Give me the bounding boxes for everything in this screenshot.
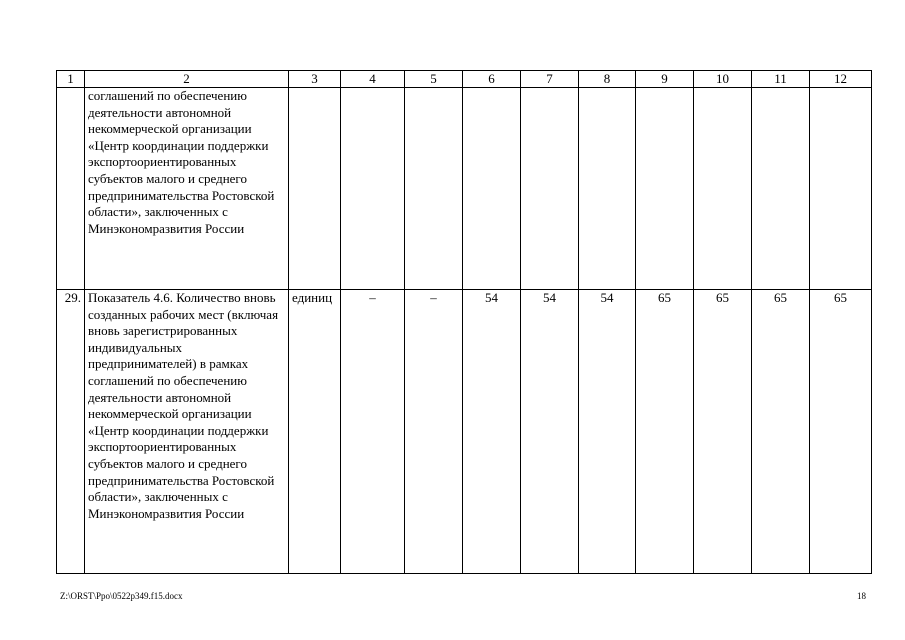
row-number: 29. [57,290,85,574]
value-cell: 65 [636,290,694,574]
header-col-6: 6 [463,71,521,88]
value-cell [341,88,405,290]
header-col-10: 10 [694,71,752,88]
indicator-text: Показатель 4.6. Количество вновь созданных рабочих мест (включая вновь зарегистрированных индивидуальных предпринимателей) в рамках соглашений по обеспечению деятельности автономной некоммерческой организации «Центр координации поддержки экспортоориентированных субъектов малого и среднего предпринимательства Ростовской области», заключенных с Минэкономразвития России [85,290,289,574]
header-row [57,71,872,88]
unit-cell [289,88,341,290]
table-row [57,88,872,290]
value-cell: – [405,290,463,574]
value-cell [463,88,521,290]
unit-cell: единиц [289,290,341,574]
header-col-5: 5 [405,71,463,88]
value-cell: 54 [579,290,636,574]
value-cell [405,88,463,290]
value-cell: 65 [694,290,752,574]
value-cell: 54 [463,290,521,574]
value-cell: 54 [521,290,579,574]
row-number [57,88,85,290]
header-col-11: 11 [752,71,810,88]
value-cell: – [341,290,405,574]
value-cell: 65 [752,290,810,574]
value-cell [810,88,872,290]
header-col-9: 9 [636,71,694,88]
value-cell [579,88,636,290]
footer-file-path: Z:\ORST\Ppo\0522p349.f15.docx [60,591,183,601]
indicator-text: соглашений по обеспечению деятельности автономной некоммерческой организации «Центр координации поддержки экспортоориентированных субъектов малого и среднего предпринимательства Ростовской области», заключенных с Минэкономразвития России [85,88,289,290]
header-col-1: 1 [57,71,85,88]
header-col-12: 12 [810,71,872,88]
table-header [57,71,872,88]
value-cell [752,88,810,290]
header-col-7: 7 [521,71,579,88]
value-cell [636,88,694,290]
value-cell [521,88,579,290]
header-col-8: 8 [579,71,636,88]
indicators-table [56,70,872,574]
header-col-4: 4 [341,71,405,88]
value-cell [694,88,752,290]
table-row [57,290,872,574]
header-col-3: 3 [289,71,341,88]
header-col-2: 2 [85,71,289,88]
value-cell: 65 [810,290,872,574]
page-number: 18 [857,591,866,601]
